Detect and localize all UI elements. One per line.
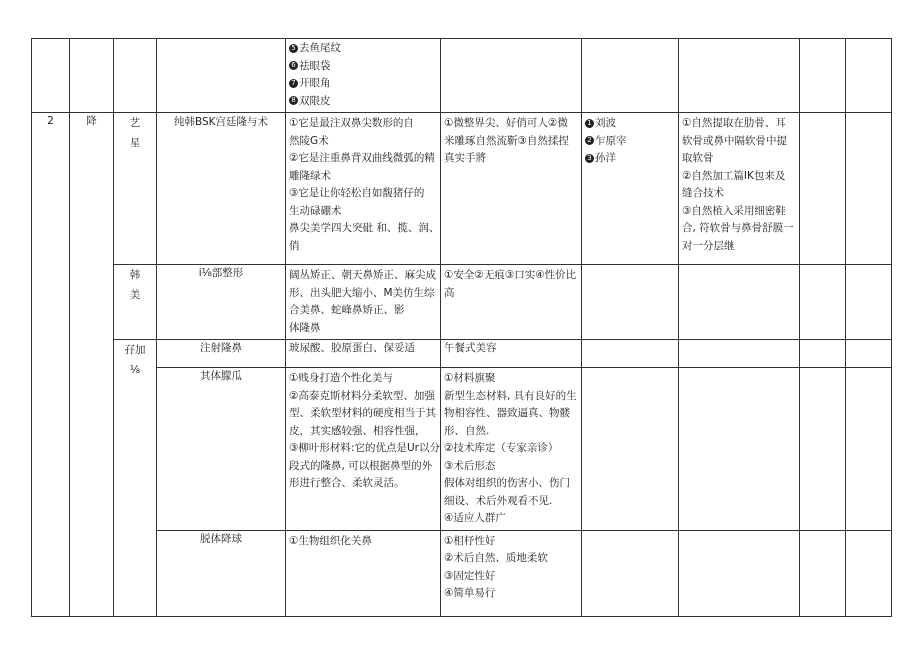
table-row <box>32 368 892 531</box>
method-tilt: 其体朦瓜 <box>157 368 286 531</box>
table-row <box>32 113 892 265</box>
feature-hanmei: ①安全②无痕③口实④性价比高 <box>441 265 582 340</box>
section-category: 降 <box>70 113 114 617</box>
tech-yixing: ①自然提取在肋骨、耳 软骨或鼻中隔软骨中提 取软骨 ②自然加工篇IK包来及 缝合技术 ③自然植入采用细密鞋 合, 符软骨与鼻骨舒膜一 对一分层继 <box>679 113 800 265</box>
number-8-icon: 8 <box>289 96 298 105</box>
method-injection: 注射隆鼻 <box>157 340 286 368</box>
doctor-name: 乍原宰 <box>595 134 627 147</box>
doctors-yixing <box>582 113 679 265</box>
list-item: 开眼角 <box>299 77 331 89</box>
number-2-icon: 2 <box>585 136 594 145</box>
feature-injection: 午餐式美容 <box>441 340 582 368</box>
table-row <box>32 340 892 368</box>
desc-injection: 玻尿酸、胶原蛋白、保妥适 <box>286 340 441 368</box>
table-row <box>32 39 892 113</box>
doctor-name: 孙洋 <box>595 152 616 164</box>
number-1-icon: 1 <box>585 119 594 128</box>
list-item: 祛眼袋 <box>299 59 331 72</box>
table-row <box>32 530 892 616</box>
section-number: 2 <box>32 113 70 617</box>
desc-tilt: ①贱身打造个性化美与 ②高泰克斯材料分柔软型、加强 型、柔软型材料的硬度相当于其 皮，其实感较强、相容性强， ③柳叶形材料:它的优点是Ur以分 段式的隆鼻, 可以根据鼻型的外 形进行整合、柔软灵活。 <box>286 368 441 531</box>
doctor-name: 刘波 <box>595 117 616 129</box>
table-row <box>32 265 892 340</box>
desc-yixing: ①它是最注双鼻尖数形的自 然陵G术 ②它是注重鼻背双曲线微弧的精 雕隆绿术 ③它是让你轻松自如馥猪仔的 生动碌硼术 鼻尖美学四大突砒 和、揽、润、 俏 <box>286 113 441 265</box>
method-yixing: 纯韩BSK宫廷隆与术 <box>157 113 286 265</box>
method-ball: 脱体降球 <box>157 530 286 616</box>
number-6-icon: 6 <box>289 61 298 70</box>
list-item: 去鱼尾纹 <box>299 42 341 54</box>
group-label-tilt: 孖加 ⅛ <box>114 340 157 617</box>
list-item: 双限皮 <box>299 94 331 107</box>
group-label-yixing: 艺 星 <box>114 113 157 265</box>
feature-yixing: ①微整界尖、好俏可人②微米雕琢自然流靳③自然揉捏真实手將 <box>441 113 582 265</box>
procedure-table <box>31 38 892 617</box>
feature-ball: ①相杼性好 ②术后自然、质地柔软 ③固定性好 ④简单易行 <box>441 530 582 616</box>
desc-ball: ①生物组织化关鼻 <box>286 530 441 616</box>
number-7-icon: 7 <box>289 79 298 88</box>
group-label-hanmei: 韩 美 <box>114 265 157 340</box>
number-5-icon: 5 <box>289 44 298 53</box>
method-hanmei: i⅛部整形 <box>157 265 286 340</box>
prev-procedures-cell <box>286 39 441 113</box>
desc-hanmei: 阔丛矫正、朝天鼻矫正、麻尖成 形、出头肥大缩小、M美仿生综 合美鼻、蛇峰鼻矫正、影 体隆鼻 <box>286 265 441 340</box>
feature-tilt: ①材料旗聚 新型生态材料, 具有良好的生 物相容性、器致逼真、物髅 形、自然. ②技术库定（专家亲诊） ③术后形态 假体对组织的伤害小、伤门 细设、术后外观看不见. ④适应人群广 <box>441 368 582 531</box>
number-3-icon: 3 <box>585 154 594 163</box>
